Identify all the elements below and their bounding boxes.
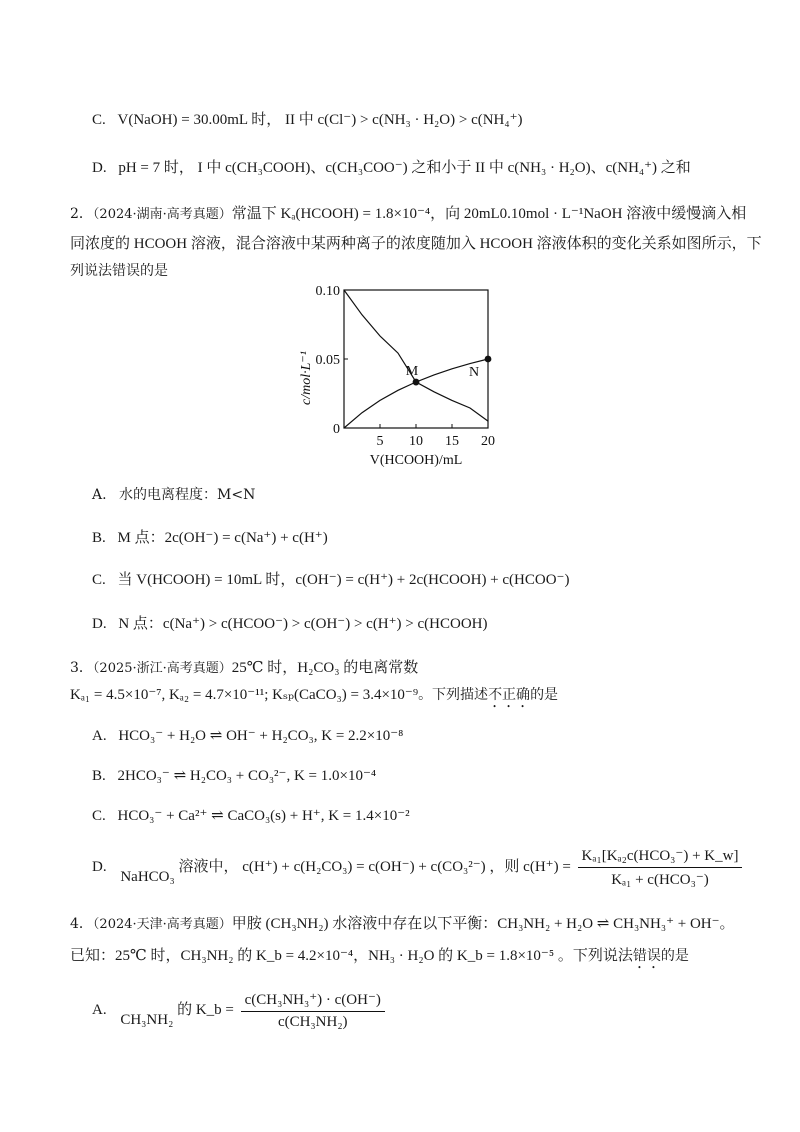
option-text: HCO₃⁻ + Ca²⁺ ⇌ CaCO₃(s) + H⁺, K = 1.4×10⁻² <box>117 808 410 824</box>
question-3-stem-line2 <box>70 684 558 711</box>
option-fraction <box>241 990 385 1031</box>
stem-text: 。下列描述 <box>418 687 489 703</box>
option-then: ，则 c(H⁺) = <box>489 858 571 875</box>
option-label: D. <box>92 858 107 875</box>
question-number: 2． <box>70 206 93 222</box>
y-axis-label: c/mol·L⁻¹ <box>299 351 314 405</box>
constants-text: Kₐ₁ = 4.5×10⁻⁷, Kₐ₂ = 4.7×10⁻¹¹; Kₛₚ(CaCO₃) = 3.4×10⁻⁹ <box>70 687 419 703</box>
question-source: （2024·湖南·高考真题） <box>92 207 232 222</box>
option-equation: c(H⁺) + c(H₂CO₃) = c(OH⁻) + c(CO₃²⁻) <box>242 858 486 875</box>
option-subject: CH₃NH₂ <box>120 1011 174 1028</box>
point-label-N: N <box>468 365 480 380</box>
option-text: 当 V(HCOOH) = 10mL 时，c(OH⁻) = c(H⁺) + 2c(HCOOH) + c(HCOO⁻) <box>117 572 570 588</box>
q2-option-c[interactable] <box>92 568 569 589</box>
option-text: N 点：c(Na⁺) > c(HCOO⁻) > c(OH⁻) > c(H⁺) > c(HCOOH) <box>118 616 488 632</box>
stem-text: 已知：25℃ 时，CH₃NH₂ 的 K_b = 4.2×10⁻⁴，NH₃ · H₂O 的 K_b = 1.8×10⁻⁵ 。下列说法 <box>70 948 633 964</box>
stem-text-end: 的是 <box>530 687 559 703</box>
fraction-denominator: Kₐ₁ + c(HCO₃⁻) <box>611 872 709 888</box>
emphasis-text: 不正确 <box>488 687 531 703</box>
q3-option-d[interactable] <box>92 846 745 889</box>
stem-text: 25℃ 时，H₂CO₃ 的电离常数 <box>231 660 419 676</box>
series-line-1 <box>344 290 488 421</box>
question-number: 3． <box>70 660 93 676</box>
option-label: A. <box>92 1001 107 1018</box>
x-tick-label: 10 <box>409 434 423 449</box>
point-label-M: M <box>405 364 419 380</box>
option-text: HCO₃⁻ + H₂O ⇌ OH⁻ + H₂CO₃, K = 2.2×10⁻⁸ <box>118 728 404 744</box>
question-number: 4． <box>70 916 93 932</box>
option-mid: 的 K_b = <box>177 1001 234 1018</box>
x-axis-label: V(HCOOH)/mL <box>369 453 463 468</box>
plot-area <box>316 284 496 449</box>
stem-text: 常温下 Kₐ(HCOOH) = 1.8×10⁻⁴，向 20mL0.10mol · L⁻¹NaOH 溶液中缓慢滴入相 <box>231 206 747 222</box>
q3-option-a[interactable] <box>92 726 403 745</box>
option-label: C. <box>92 572 106 588</box>
option-fraction <box>578 846 743 889</box>
fraction-denominator: c(CH₃NH₂) <box>277 1014 348 1030</box>
stem-text-end: 的是 <box>660 948 689 964</box>
q3-option-c[interactable] <box>92 806 410 825</box>
option-text: 2HCO₃⁻ ⇌ H₂CO₃ + CO₃²⁻, K = 1.0×10⁻⁴ <box>117 768 377 784</box>
option-label: C. <box>92 112 106 128</box>
fraction-numerator: Kₐ₁[Kₐ₂c(HCO₃⁻) + K_w] <box>578 846 743 868</box>
option-label: A. <box>92 487 107 503</box>
q2-option-d[interactable] <box>92 612 488 633</box>
q4-option-a[interactable] <box>92 990 388 1031</box>
emphasis-text: 错误 <box>632 948 661 964</box>
q2-option-b[interactable] <box>92 526 328 547</box>
option-condition: pH = 7 时， <box>118 160 194 176</box>
option-text: M 点：2c(OH⁻) = c(Na⁺) + c(H⁺) <box>117 530 328 546</box>
option-mid: 溶液中， <box>178 858 239 875</box>
y-tick-label: 0 <box>333 422 340 437</box>
option-text: II 中 c(Cl⁻) > c(NH₃ · H₂O) > c(NH₄⁺) <box>284 112 523 128</box>
fraction-numerator: c(CH₃NH₃⁺) · c(OH⁻) <box>241 990 385 1012</box>
option-label: D. <box>92 160 107 176</box>
prev-option-c <box>92 108 523 129</box>
question-2-stem-line2: 同浓度的 HCOOH 溶液，混合溶液中某两种离子的浓度随加入 HCOOH 溶液体积的变化关系如图所示，下 <box>70 236 762 252</box>
x-tick-label: 5 <box>376 434 384 449</box>
question-source: （2024·天津·高考真题） <box>92 917 232 932</box>
prev-option-d <box>92 156 691 177</box>
option-solution: NaHCO₃ <box>120 868 175 885</box>
option-label: D. <box>92 616 107 632</box>
option-text: 水的电离程度：M<N <box>119 487 256 503</box>
option-text: I 中 c(CH₃COOH)、c(CH₃COO⁻) 之和小于 II 中 c(NH₃ · H₂O)、c(NH₄⁺) 之和 <box>197 160 691 176</box>
plot-frame <box>344 290 488 428</box>
point-M <box>413 379 420 386</box>
concentration-chart <box>290 278 510 470</box>
option-label: C. <box>92 808 106 824</box>
question-source: （2025·浙江·高考真题） <box>92 661 232 676</box>
point-N <box>485 356 492 363</box>
option-condition: V(NaOH) = 30.00mL 时， <box>117 112 282 128</box>
option-label: A. <box>92 728 107 744</box>
option-label: B. <box>92 530 106 546</box>
question-2-stem-line3: 列说法错误的是 <box>70 263 168 279</box>
option-label: B. <box>92 768 106 784</box>
x-tick-label: 20 <box>481 434 495 449</box>
y-tick-label: 0.10 <box>315 284 340 299</box>
x-tick-label: 15 <box>445 434 459 449</box>
question-3-stem-line1 <box>70 656 418 677</box>
stem-text: 甲胺 (CH₃NH₂) 水溶液中存在以下平衡：CH₃NH₂ + H₂O ⇌ CH₃NH₃⁺ + OH⁻。 <box>231 916 735 932</box>
question-4-stem-line1 <box>70 912 735 933</box>
question-2-stem-line1 <box>70 202 746 223</box>
y-tick-label: 0.05 <box>315 353 340 368</box>
q3-option-b[interactable] <box>92 766 376 785</box>
q2-option-a[interactable] <box>92 484 255 504</box>
question-4-stem-line2 <box>70 944 689 972</box>
